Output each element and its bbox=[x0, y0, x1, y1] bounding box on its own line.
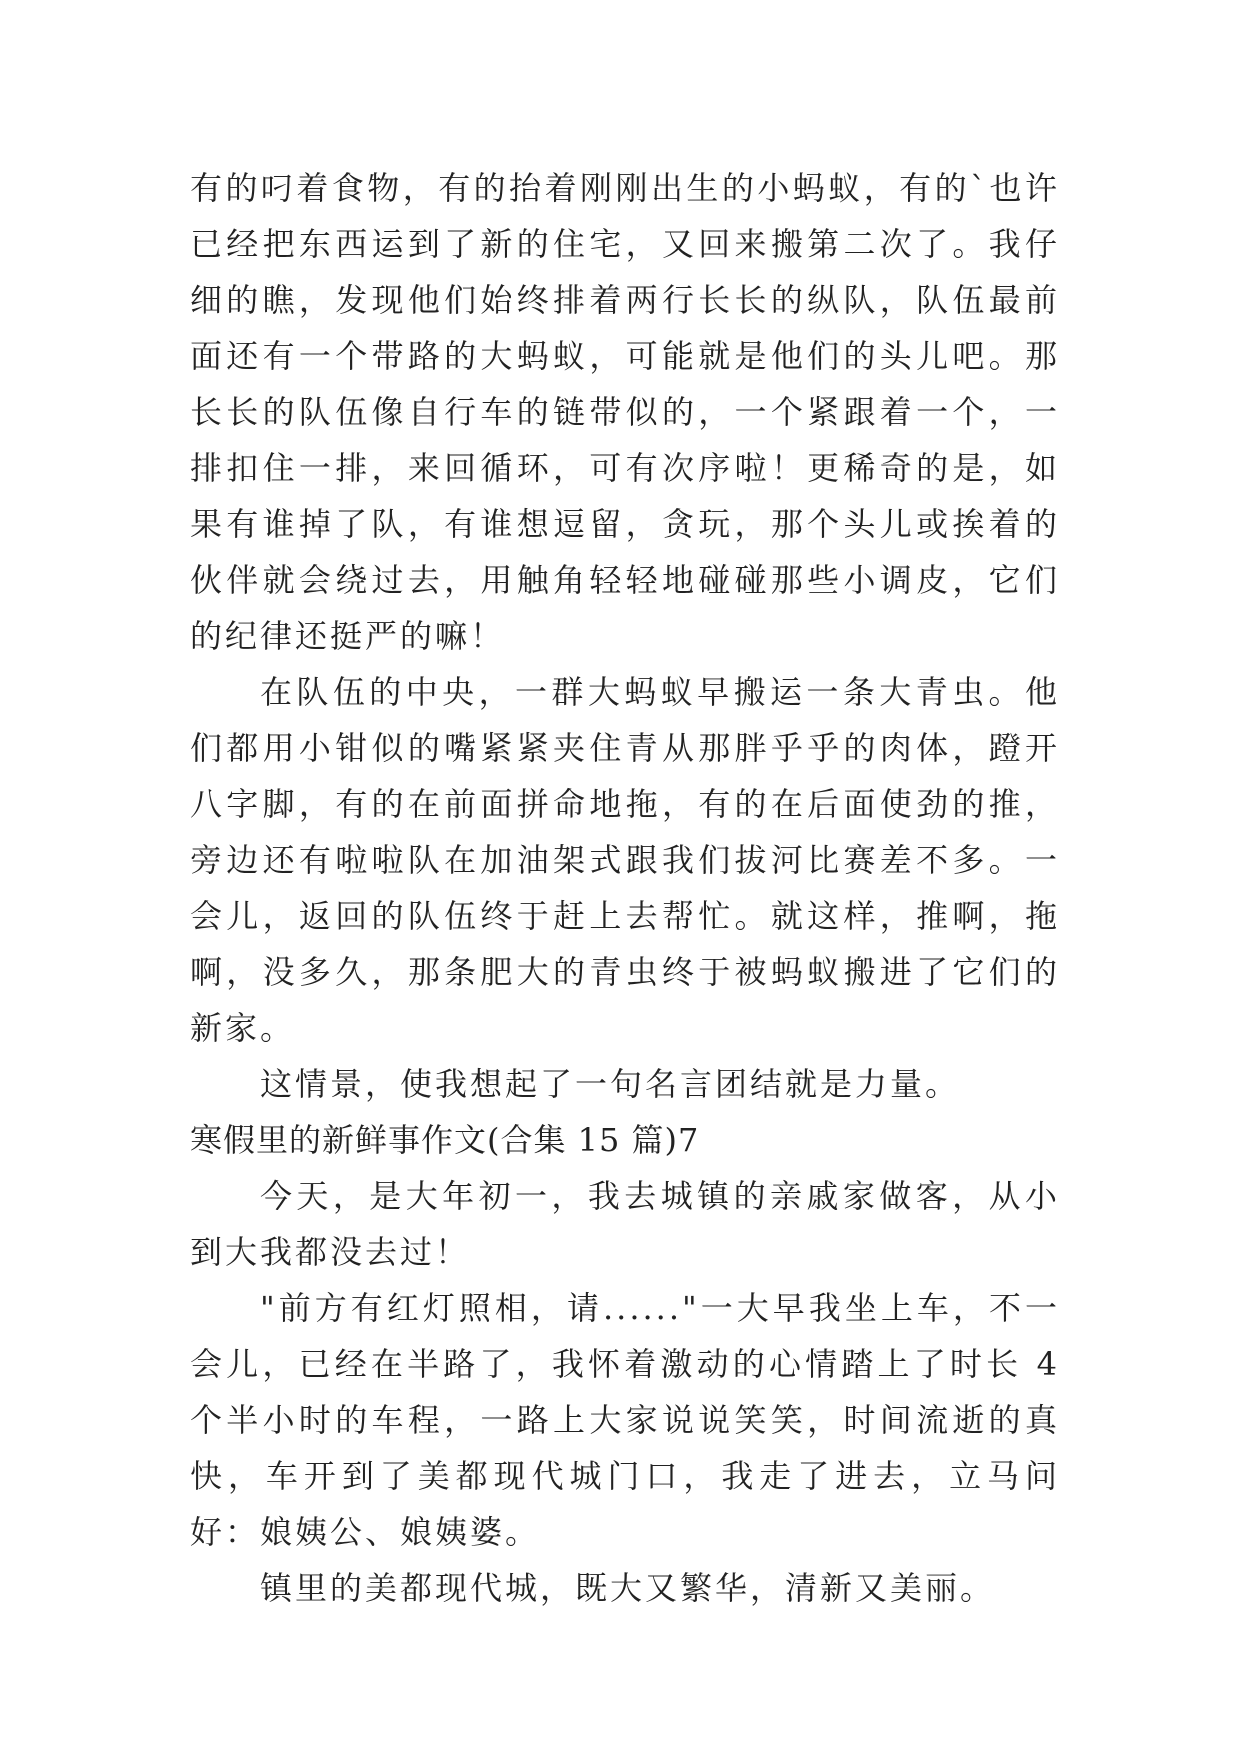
paragraph-unity-quote: 这情景，使我想起了一句名言团结就是力量。 bbox=[260, 1065, 961, 1103]
paragraph-car-trip: "前方有红灯照相，请......"一大早我坐上车，不一会儿，已经在半路了，我怀着激动的心情踏上了时长 4 个半小时的车程，一路上大家说说笑笑，时间流逝的真快，车开到了美都现代城门口，我走了进去，立马问好：娘姨公、娘姨婆。 bbox=[190, 1289, 1060, 1551]
section-title: 寒假里的新鲜事作文(合集 15 篇)7 bbox=[190, 1121, 700, 1159]
paragraph-new-year-visit: 今天，是大年初一，我去城镇的亲戚家做客，从小到大我都没去过！ bbox=[190, 1177, 1060, 1271]
paragraph-green-caterpillar: 在队伍的中央，一群大蚂蚁早搬运一条大青虫。他们都用小钳似的嘴紧紧夹住青从那胖乎乎的肉体，蹬开八字脚，有的在前面拼命地拖，有的在后面使劲的推，旁边还有啦啦队在加油架式跟我们拔河比赛差不多。一会儿，返回的队伍终于赶上去帮忙。就这样，推啊，拖啊，没多久，那条肥大的青虫终于被蚂蚁搬进了它们的新家。 bbox=[190, 673, 1060, 1047]
document-body bbox=[190, 160, 1060, 1616]
paragraph-ant-team: 有的叼着食物，有的抬着刚刚出生的小蚂蚁，有的`也许已经把东西运到了新的住宅，又回来搬第二次了。我仔细的瞧，发现他们始终排着两行长长的纵队，队伍最前面还有一个带路的大蚂蚁，可能就是他们的头儿吧。那长长的队伍像自行车的链带似的，一个紧跟着一个，一排扣住一排，来回循环，可有次序啦！更稀奇的是，如果有谁掉了队，有谁想逗留，贪玩，那个头儿或挨着的伙伴就会绕过去，用触角轻轻地碰碰那些小调皮，它们的纪律还挺严的嘛！ bbox=[190, 169, 1060, 655]
paragraph-modern-city: 镇里的美都现代城，既大又繁华，清新又美丽。 bbox=[260, 1569, 996, 1607]
